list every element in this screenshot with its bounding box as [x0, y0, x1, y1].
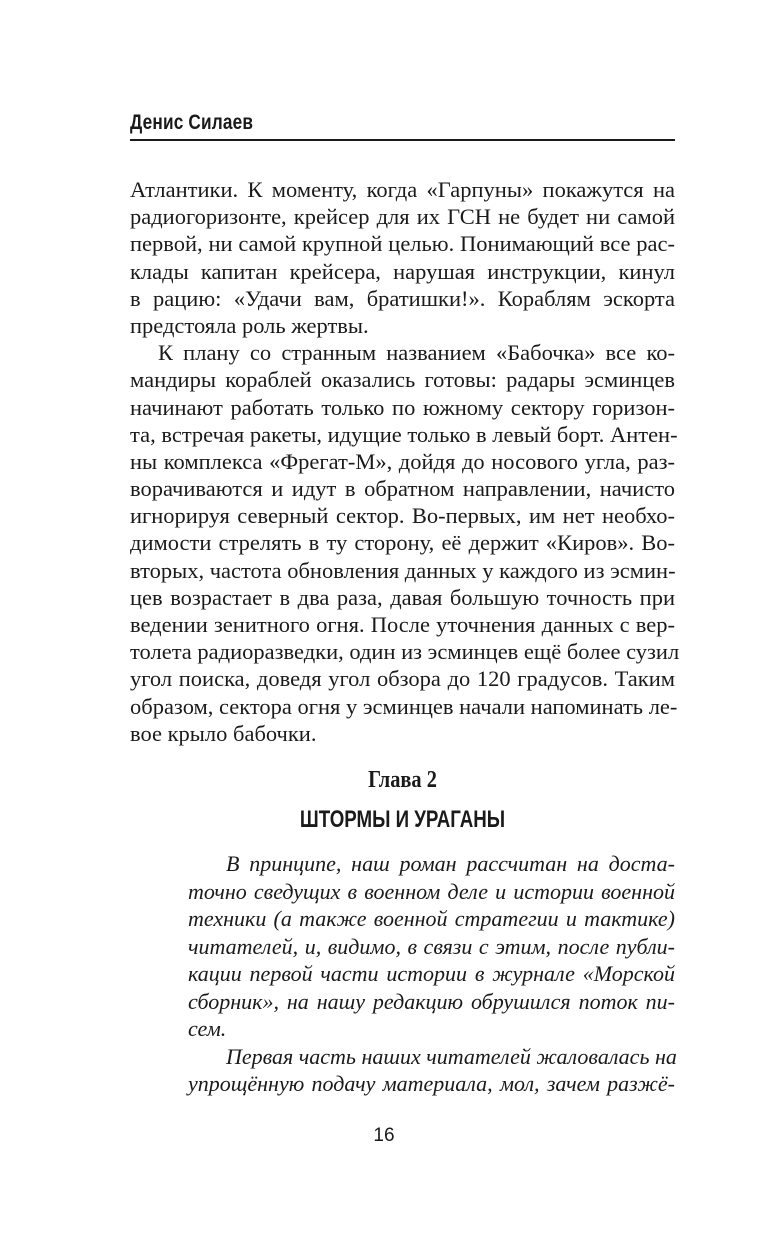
chapter-number: Глава 2 — [368, 767, 437, 793]
epigraph-line: упрощённую подачу материала, мол, зачем разжё- — [188, 1071, 675, 1096]
text-line: К плану со странным названием «Бабочка» все ко- — [158, 340, 675, 366]
epigraph — [188, 850, 675, 1098]
text-line: в рацию: «Удачи вам, братишки!». Кораблям эскорта — [130, 285, 675, 311]
epigraph-line: сборник», на нашу редакцию обрушился поток пи- — [188, 988, 675, 1014]
epigraph-line: В принципе, наш роман рассчитан на доста- — [226, 851, 675, 876]
text-line: цев возрастает в два раза, давая большую точность при — [130, 584, 675, 610]
epigraph-line: точно сведущих в военном деле и истории военной — [188, 878, 675, 904]
epigraph-line: кации первой части истории в журнале «Морской — [188, 961, 675, 986]
text-line: угол поиска, доведя угол обзора до 120 градусов. Таким — [130, 666, 675, 692]
text-line: начинают работать только по южному сектору горизон- — [130, 394, 675, 420]
text-line: клады капитан крейсера, нарушая инструкции, кинул — [130, 258, 675, 284]
body-text — [130, 176, 680, 747]
text-line: радиогоризонте, крейсер для их ГСН не будет ни самой — [130, 204, 675, 230]
text-line: Атлантики. К моменту, когда «Гарпуны» покажутся на — [130, 177, 675, 202]
text-line: первой, ни самой крупной целью. Понимающий все рас- — [130, 231, 675, 257]
text-line: вое крыло бабочки. — [130, 720, 317, 746]
page-number: 16 — [373, 1125, 395, 1146]
epigraph-line: читателей, и, видимо, в связи с этим, после публи- — [188, 933, 675, 959]
text-line: ворачиваются и идут в обратном направлении, начисто — [130, 476, 675, 502]
epigraph-line: Первая часть наших читателей жаловалась на — [226, 1043, 677, 1069]
text-line: та, встречая ракеты, идущие только в левый борт. Антен- — [130, 421, 678, 447]
text-line: ведении зенитного огня. После уточнения данных с вер- — [130, 612, 675, 637]
text-line: ны комплекса «Фрегат-М», дойдя до носового угла, раз- — [130, 448, 675, 474]
running-head — [130, 111, 675, 141]
epigraph-line: техники (а также военной стратегии и тактике) — [188, 906, 675, 931]
text-line: димости стрелять в ту сторону, её держит «Киров». Во- — [130, 530, 675, 556]
text-line: вторых, частота обновления данных у каждого из эсмин- — [130, 557, 676, 583]
chapter-heading — [130, 765, 675, 835]
text-line: игнорируя северный сектор. Во-первых, им нет необхо- — [130, 503, 675, 529]
text-line: предстояла роль жертвы. — [130, 312, 369, 338]
author-name: Денис Силаев — [130, 111, 254, 134]
text-line: образом, сектора огня у эсминцев начали напоминать ле- — [130, 693, 678, 719]
text-line: мандиры кораблей оказались готовы: радары эсминцев — [130, 367, 675, 393]
text-line: толета радиоразведки, один из эсминцев ещё более сузил — [130, 639, 680, 665]
epigraph-line: сем. — [188, 1016, 227, 1041]
chapter-title: ШТОРМЫ И УРАГАНЫ — [299, 806, 506, 833]
